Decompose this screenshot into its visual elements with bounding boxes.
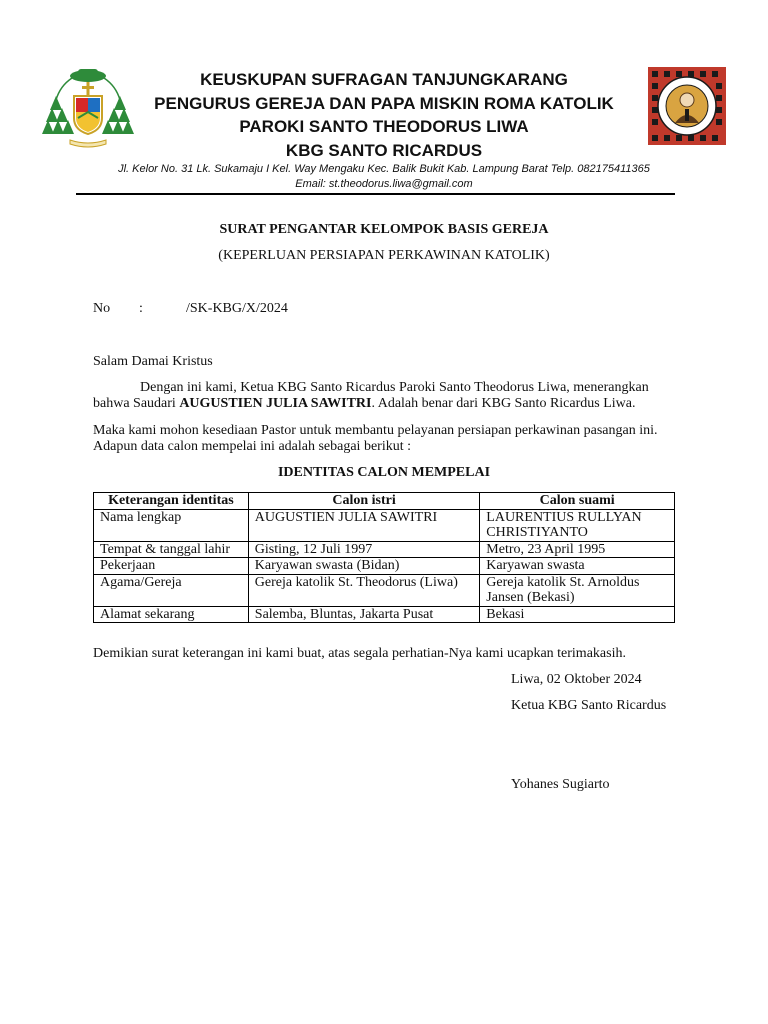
table-cell: Gereja katolik St. Arnoldus Jansen (Bekasi) bbox=[480, 574, 675, 606]
column-header: Keterangan identitas bbox=[94, 493, 249, 510]
greeting: Salam Damai Kristus bbox=[93, 354, 213, 369]
table-cell: LAURENTIUS RULLYAN CHRISTIYANTO bbox=[480, 509, 675, 541]
letter-title: SURAT PENGANTAR KELOMPOK BASIS GEREJA bbox=[219, 222, 549, 237]
paragraph-1-line-1: Dengan ini kami, Ketua KBG Santo Ricardus Paroki Santo Theodorus Liwa, menerangkan bbox=[140, 380, 649, 395]
table-header-row bbox=[94, 493, 675, 510]
table-cell: Alamat sekarang bbox=[94, 606, 249, 623]
column-header: Calon suami bbox=[480, 493, 675, 510]
bride-name-highlight: AUGUSTIEN JULIA SAWITRI bbox=[179, 396, 372, 411]
paragraph-2-line-1: Maka kami mohon kesediaan Pastor untuk membantu pelayanan persiapan perkawinan pasangan ini. bbox=[93, 423, 658, 438]
number-value: /SK-KBG/X/2024 bbox=[186, 301, 288, 316]
bishop-coat-of-arms-icon bbox=[42, 66, 134, 152]
letterhead bbox=[140, 68, 628, 162]
kbg-name: KBG SANTO RICARDUS bbox=[285, 140, 483, 160]
table-row bbox=[94, 541, 675, 558]
place-date: Liwa, 02 Oktober 2024 bbox=[511, 672, 642, 687]
table-cell: Nama lengkap bbox=[94, 509, 249, 541]
table-row bbox=[94, 558, 675, 575]
table-cell: Bekasi bbox=[480, 606, 675, 623]
identity-table bbox=[93, 492, 675, 623]
table-cell: Karyawan swasta (Bidan) bbox=[248, 558, 480, 575]
table-cell: Gisting, 12 Juli 1997 bbox=[248, 541, 480, 558]
paragraph-1-line-2 bbox=[93, 396, 635, 412]
table-cell: Pekerjaan bbox=[94, 558, 249, 575]
closing-sentence: Demikian surat keterangan ini kami buat, atas segala perhatian-Nya kami ucapkan terimakasih. bbox=[93, 646, 626, 661]
table-cell: AUGUSTIEN JULIA SAWITRI bbox=[248, 509, 480, 541]
paragraph-2-line-2: Adapun data calon mempelai ini adalah sebagai berikut : bbox=[93, 439, 411, 454]
table-row bbox=[94, 509, 675, 541]
parish-seal-st-theodorus-icon bbox=[648, 67, 726, 145]
email-line: Email: st.theodorus.liwa@gmail.com bbox=[295, 178, 473, 190]
signer-name: Yohanes Sugiarto bbox=[511, 777, 610, 792]
parish-name: PAROKI SANTO THEODORUS LIWA bbox=[239, 117, 529, 136]
address-line: Jl. Kelor No. 31 Lk. Sukamaju I Kel. Way Mengaku Kec. Balik Bukit Kab. Lampung Barat Telp. 082175411365 bbox=[118, 163, 650, 175]
number-label: No bbox=[93, 301, 111, 316]
table-cell: Metro, 23 April 1995 bbox=[480, 541, 675, 558]
table-cell: Tempat & tanggal lahir bbox=[94, 541, 249, 558]
table-cell: Salemba, Bluntas, Jakarta Pusat bbox=[248, 606, 480, 623]
organization-name: PENGURUS GEREJA DAN PAPA MISKIN ROMA KATOLIK bbox=[154, 93, 614, 113]
table-cell: Agama/Gereja bbox=[94, 574, 249, 606]
table-cell: Karyawan swasta bbox=[480, 558, 675, 575]
table-title: IDENTITAS CALON MEMPELAI bbox=[277, 465, 491, 480]
number-colon: : bbox=[139, 301, 143, 316]
table-row bbox=[94, 606, 675, 623]
diocese-name: KEUSKUPAN SUFRAGAN TANJUNGKARANG bbox=[200, 70, 568, 89]
letter-subtitle: (KEPERLUAN PERSIAPAN PERKAWINAN KATOLIK) bbox=[218, 248, 550, 263]
header-divider bbox=[76, 193, 675, 195]
column-header: Calon istri bbox=[248, 493, 480, 510]
table-cell: Gereja katolik St. Theodorus (Liwa) bbox=[248, 574, 480, 606]
table-row bbox=[94, 574, 675, 606]
letterhead-contact bbox=[80, 162, 688, 192]
paragraph-1-prefix: bahwa Saudari bbox=[93, 396, 180, 411]
paragraph-1-suffix: . Adalah benar dari KBG Santo Ricardus Liwa. bbox=[371, 396, 636, 411]
signer-role: Ketua KBG Santo Ricardus bbox=[511, 698, 667, 713]
